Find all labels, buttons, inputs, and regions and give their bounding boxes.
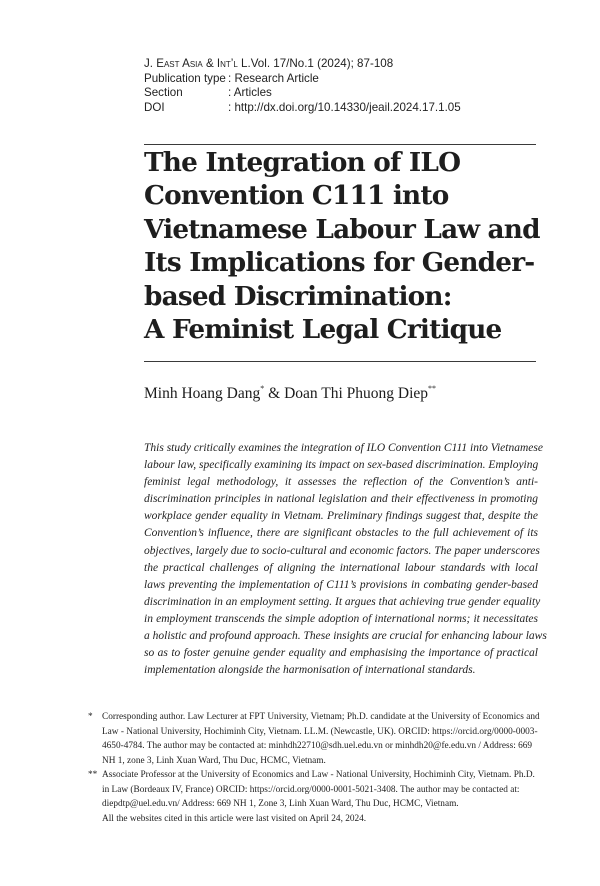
author-line <box>144 384 436 403</box>
article-title <box>144 146 544 346</box>
author-joiner: & <box>264 385 285 402</box>
footnote-marker: * <box>260 384 265 393</box>
footnote-line: Law - National University, Hochiminh City, Vietnam. LL.M. (Newcastle, UK). ORCID: https://orcid.org/0000-0003- <box>102 726 538 737</box>
abstract-line: feminist legal methodology, it assesses the reflection of the Convention’s anti- <box>144 476 538 489</box>
meta-label: Publication type <box>144 71 226 85</box>
title-line: Vietnamese Labour Law and <box>144 213 540 245</box>
abstract-line: a holistic and profound approach. These insights are crucial for enhancing labour laws <box>144 630 547 643</box>
abstract-line: in employment transcends the simple adoption of international norms; it necessitates <box>144 612 538 625</box>
abstract-line: the practical challenges of aligning the international labour standards with local <box>144 561 538 574</box>
abstract-line: labour law, specifically examining its impact on sex-based discrimination. Employing <box>144 459 539 472</box>
footnote-line: diepdtp@uel.edu.vn/ Address: 669 NH 1, Zone 3, Linh Xuan Ward, Thu Duc, HCMC, Vietnam. <box>102 799 459 809</box>
abstract-line: objectives, largely due to socio-cultural and economic factors. The paper underscores <box>144 544 540 557</box>
title-line: Convention C111 into <box>144 180 449 212</box>
doi-link[interactable]: : http://dx.doi.org/10.14330/jeail.2024.17.1.05 <box>228 100 461 114</box>
abstract-line: workplace gender equality in Vietnam. Preliminary findings suggest that, despite the <box>144 510 538 523</box>
title-bottom-rule <box>144 361 536 362</box>
footnote-line: NH 1, zone 3, Linh Xuan Ward, Thu Duc, HCMC, Vietnam. <box>102 755 326 766</box>
footnote-line: Associate Professor at the University of Economics and Law - National University, Hochiminh City, Vietnam. Ph.D. <box>102 770 535 780</box>
footnote <box>88 768 538 812</box>
meta-label: DOI <box>144 100 165 114</box>
volume-issue-pages: Vol. 17/No.1 (2024); 87-108 <box>250 57 394 70</box>
abstract-line: This study critically examines the integration of ILO Convention C111 into Vietnamese <box>144 442 543 454</box>
title-line: based Discrimination: <box>144 280 452 312</box>
footnote-text <box>102 768 535 812</box>
author-name: Doan Thi Phuong Diep <box>284 385 429 402</box>
author-name: Minh Hoang Dang <box>144 385 261 402</box>
publication-type-row <box>144 72 461 87</box>
meta-label: Section <box>144 86 183 99</box>
title-line: The Integration of ILO <box>144 147 461 178</box>
meta-value: : Articles <box>228 86 272 99</box>
footnote-mark: * <box>88 712 93 722</box>
title-top-rule <box>144 144 536 145</box>
meta-value: : Research Article <box>228 71 319 85</box>
abstract-line: discrimination in an employment setting. It argues that achieving true gender equality <box>144 595 541 608</box>
footnote <box>88 710 538 768</box>
footnote-marker: ** <box>428 384 437 393</box>
title-line: A Feminist Legal Critique <box>144 314 502 346</box>
journal-abbreviation: J. East Asia & Int’l L. <box>144 57 251 70</box>
abstract-line: Convention’s influence, there are significant obstacles to the full achievement of its <box>144 527 538 540</box>
footnote-line: 4650-4784. The author may be contacted at: minhdh22710@sdh.uel.edu.vn or minhdh20@fe.edu.vn / Address: 669 <box>102 741 533 751</box>
footnote-mark: ** <box>88 770 98 780</box>
abstract-line: discrimination principles in national legislation and their effectiveness in promoting <box>144 493 538 506</box>
footnote-line: Corresponding author. Law Lecturer at FPT University, Vietnam; Ph.D. candidate at the University of Economics and <box>102 712 540 722</box>
footnotes <box>88 710 538 826</box>
doi-row <box>144 101 461 116</box>
abstract-line: so as to foster genuine gender equality and emphasising the importance of practical <box>144 647 538 660</box>
website-access-note: All the websites cited in this article were last visited on April 24, 2024. <box>102 813 367 824</box>
abstract-line: implementation alongside the harmonisation of international standards. <box>144 664 476 677</box>
section-row <box>144 86 461 101</box>
abstract <box>144 440 547 679</box>
journal-citation <box>144 57 461 72</box>
footnote-text <box>102 710 540 768</box>
article-metadata <box>144 57 461 115</box>
footnote-line: in Law (Bordeaux IV, France) ORCID: https://orcid.org/0000-0001-5021-3408. The author may be contacted at: <box>102 784 520 795</box>
abstract-line: laws preventing the implementation of C111’s provisions in combating gender-based <box>144 578 538 591</box>
title-line: Its Implications for Gender- <box>144 247 535 279</box>
